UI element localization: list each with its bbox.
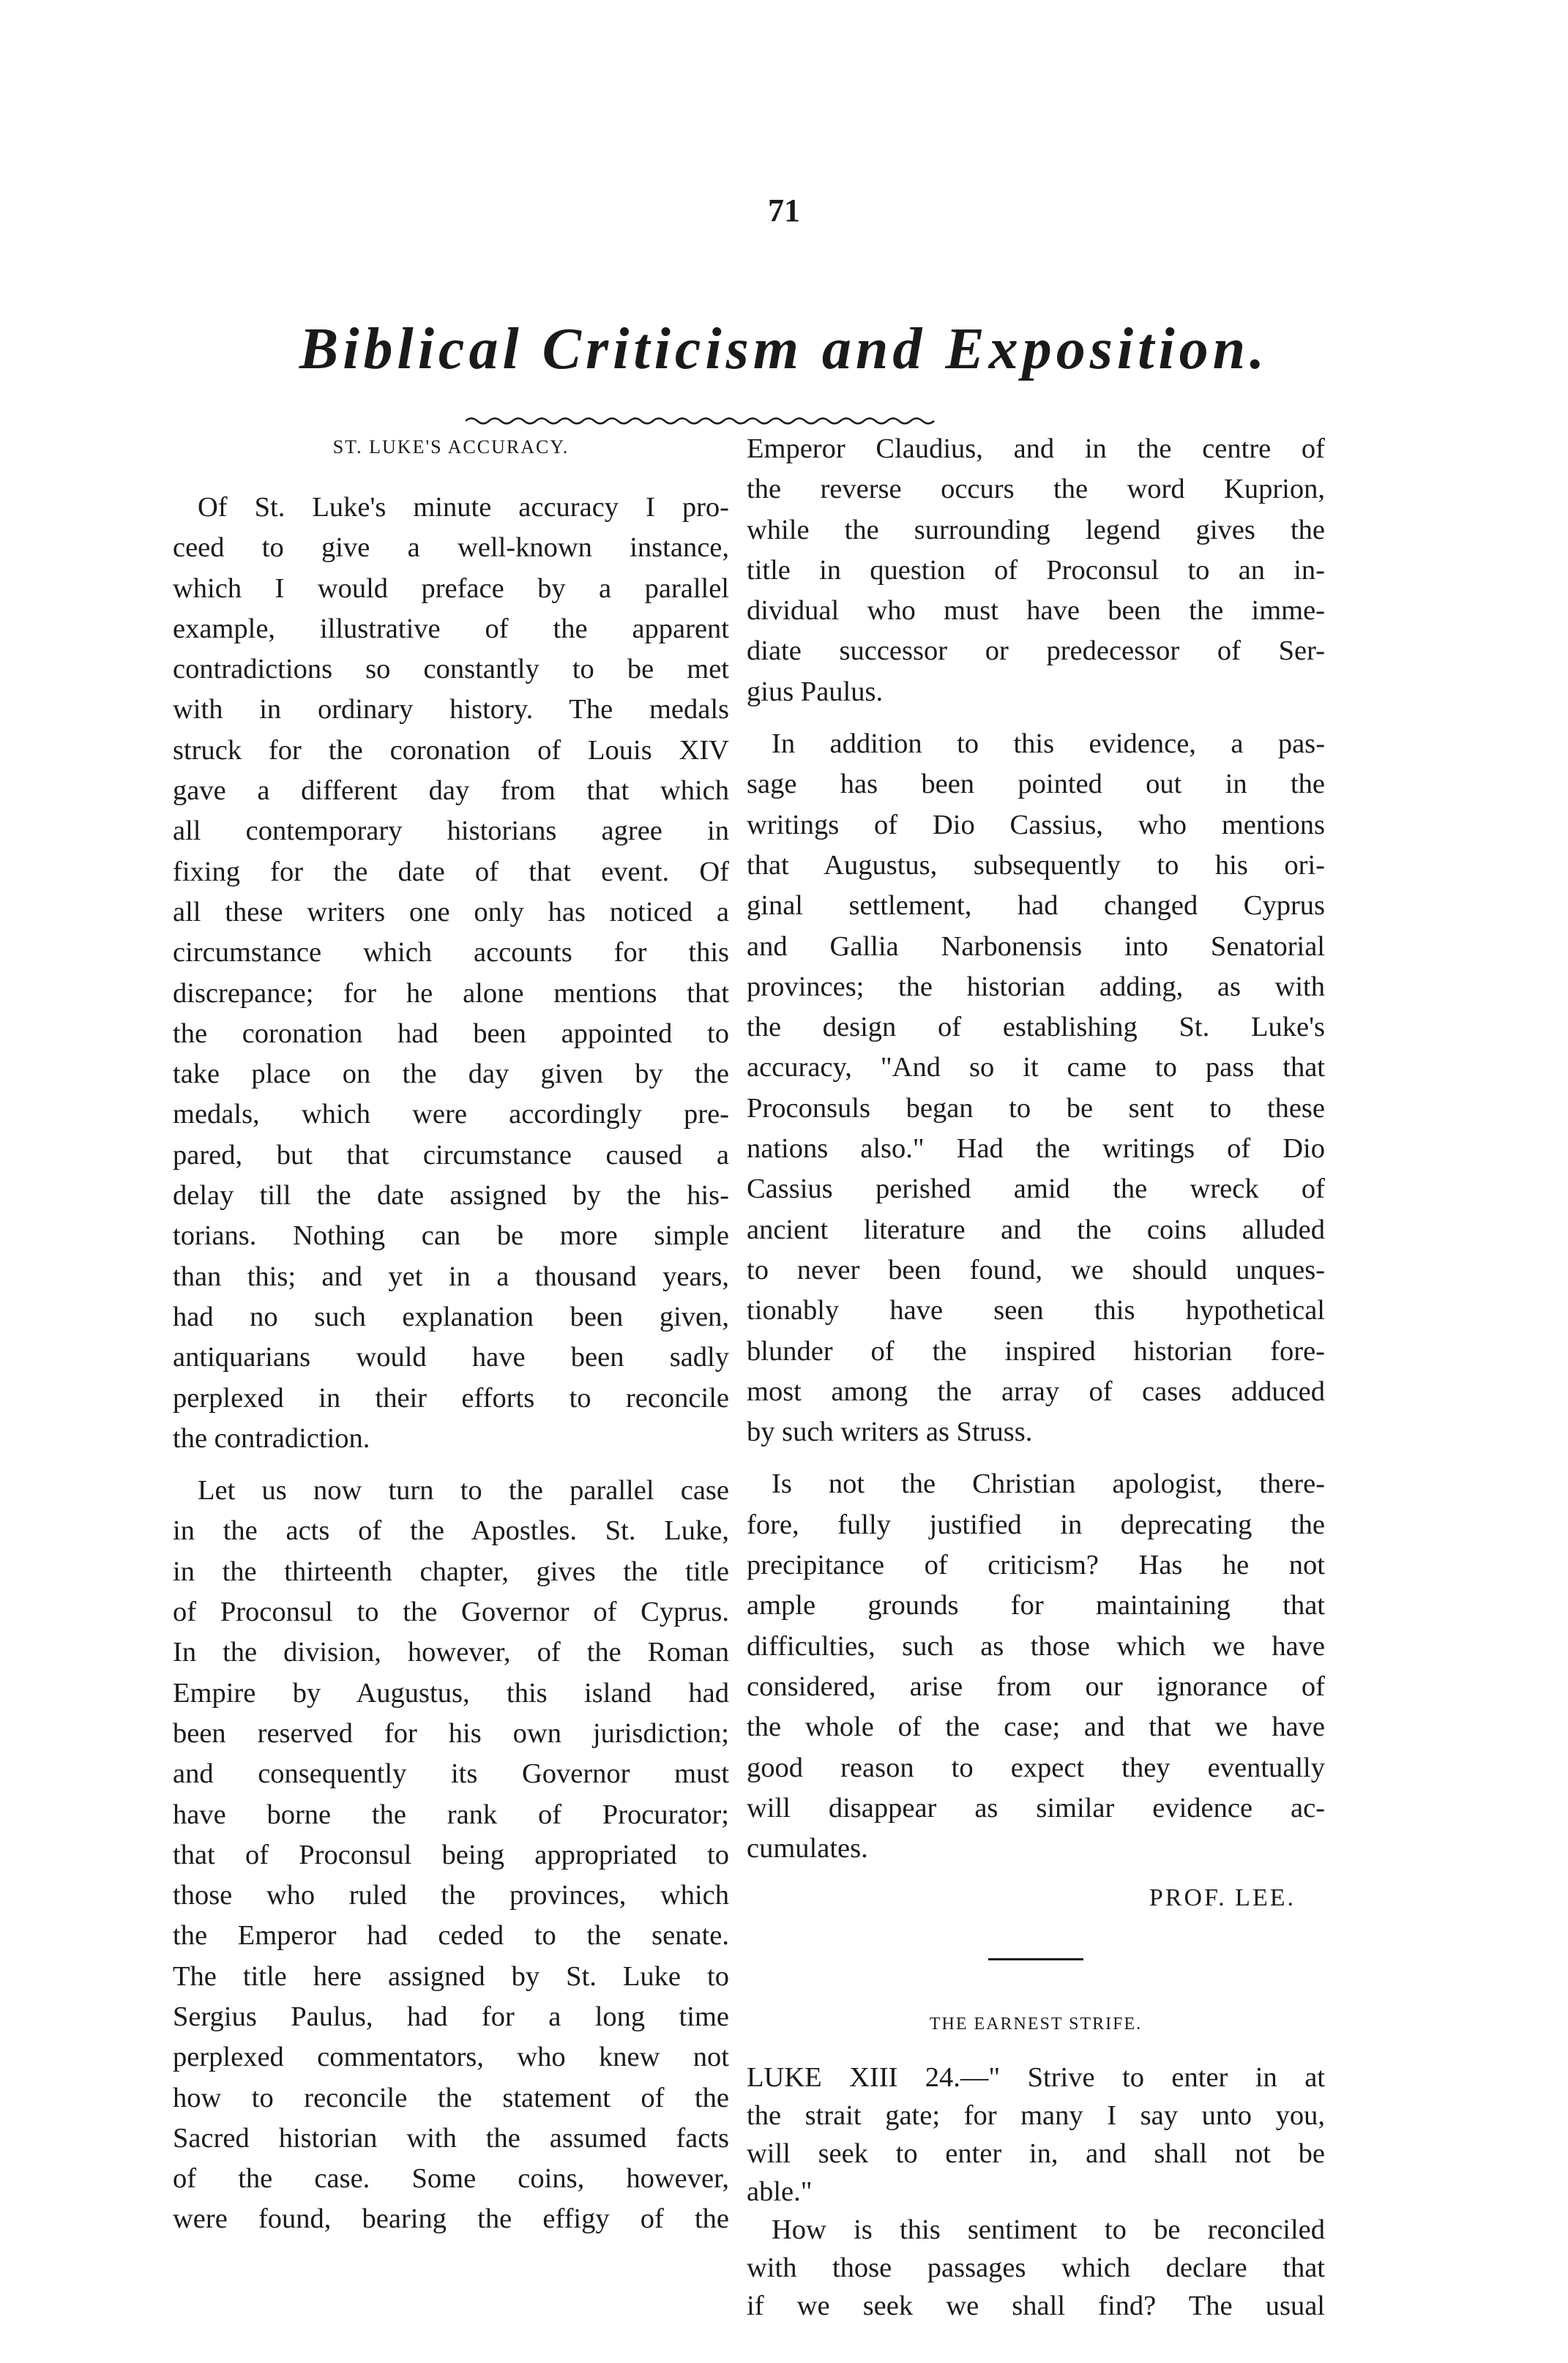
right-column	[747, 429, 1325, 2325]
text-line: ample grounds for maintaining that	[747, 1590, 1325, 1621]
text-line: diate successor or predecessor of Ser-	[747, 635, 1325, 667]
text-line: with in ordinary history. The medals	[173, 694, 729, 725]
right-column-text	[747, 429, 1325, 1869]
text-line: the reverse occurs the word Kuprion,	[747, 474, 1325, 505]
text-line: struck for the coronation of Louis XIV	[173, 734, 729, 766]
text-line: Cassius perished amid the wreck of	[747, 1173, 1325, 1205]
text-line: LUKE XIII 24.—" Strive to enter in at	[747, 2062, 1325, 2094]
text-line: and consequently its Governor must	[173, 1758, 729, 1790]
text-line: of the case. Some coins, however,	[173, 2163, 729, 2195]
text-line: precipitance of criticism? Has he not	[747, 1550, 1325, 1581]
text-line: discrepance; for he alone mentions that	[173, 977, 729, 1009]
text-line: and Gallia Narbonensis into Senatorial	[747, 930, 1325, 962]
left-column	[173, 429, 729, 2240]
text-line: Of St. Luke's minute accuracy I pro-	[198, 492, 729, 523]
text-line: if we seek we shall find? The usual	[747, 2291, 1325, 2322]
text-line: will disappear as similar evidence ac-	[747, 1792, 1325, 1823]
text-line: while the surrounding legend gives the	[747, 514, 1325, 545]
text-line: ceed to give a well-known instance,	[173, 532, 729, 564]
text-line: perplexed in their efforts to reconcile	[173, 1382, 729, 1414]
text-line: the contradiction.	[173, 1422, 370, 1454]
text-line: dividual who must have been the imme-	[747, 595, 1325, 627]
text-line: fore, fully justified in deprecating the	[747, 1509, 1325, 1540]
text-line: In the division, however, of the Roman	[173, 1637, 729, 1668]
text-line: all contemporary historians agree in	[173, 815, 729, 847]
text-line: had no such explanation been given,	[173, 1301, 729, 1332]
text-line: the coronation had been appointed to	[173, 1018, 729, 1049]
text-line: with those passages which declare that	[747, 2252, 1325, 2284]
text-line: blunder of the inspired historian fore-	[747, 1335, 1325, 1367]
text-line: difficulties, such as those which we have	[747, 1630, 1325, 1662]
text-line: tionably have seen this hypothetical	[747, 1295, 1325, 1326]
text-line: take place on the day given by the	[173, 1059, 729, 1090]
text-line: the whole of the case; and that we have	[747, 1711, 1325, 1743]
text-line: writings of Dio Cassius, who mentions	[747, 809, 1325, 840]
text-line: In addition to this evidence, a pas-	[772, 728, 1325, 760]
text-line: that Augustus, subsequently to his ori-	[747, 849, 1325, 881]
text-line: how to reconcile the statement of the	[173, 2082, 729, 2113]
text-line: Sacred historian with the assumed facts	[173, 2122, 729, 2154]
text-line: that of Proconsul being appropriated to	[173, 1839, 729, 1870]
text-line: accuracy, "And so it came to pass that	[747, 1052, 1325, 1083]
text-line: contradictions so constantly to be met	[173, 654, 729, 685]
text-line: those who ruled the provinces, which	[173, 1880, 729, 1911]
text-line: example, illustrative of the apparent	[173, 613, 729, 644]
text-line: in the acts of the Apostles. St. Luke,	[173, 1515, 729, 1547]
text-line: cumulates.	[747, 1833, 868, 1864]
text-line: ancient literature and the coins alluded	[747, 1214, 1325, 1245]
text-line: to never been found, we should unques-	[747, 1254, 1325, 1285]
text-line: of Proconsul to the Governor of Cyprus.	[173, 1597, 729, 1628]
text-line: been reserved for his own jurisdiction;	[173, 1717, 729, 1749]
text-line: antiquarians would have been sadly	[173, 1342, 729, 1373]
text-line: considered, arise from our ignorance of	[747, 1670, 1325, 1702]
text-line: will seek to enter in, and shall not be	[747, 2138, 1325, 2170]
text-line: circumstance which accounts for this	[173, 937, 729, 968]
author-signature: PROF. LEE.	[1149, 1884, 1296, 1912]
text-line: provinces; the historian adding, as with	[747, 971, 1325, 1002]
text-line: nations also." Had the writings of Dio	[747, 1133, 1325, 1165]
text-line: Empire by Augustus, this island had	[173, 1677, 729, 1709]
text-line: the strait gate; for many I say unto you,	[747, 2100, 1325, 2132]
text-line: gius Paulus.	[747, 676, 884, 707]
text-line: Proconsuls began to be sent to these	[747, 1092, 1325, 1124]
text-line: the Emperor had ceded to the senate.	[173, 1920, 729, 1952]
text-line: Let us now turn to the parallel case	[198, 1475, 729, 1507]
text-line: in the thirteenth chapter, gives the title	[173, 1556, 729, 1587]
section-heading: Biblical Criticism and Exposition.	[299, 317, 1269, 381]
section-divider	[988, 1958, 1083, 1960]
text-line: have borne the rank of Procurator;	[173, 1799, 729, 1830]
text-line: the design of establishing St. Luke's	[747, 1012, 1325, 1043]
text-line: perplexed commentators, who knew not	[173, 2042, 729, 2073]
text-line: most among the array of cases adduced	[747, 1375, 1325, 1407]
wavy-divider-ornament	[466, 416, 941, 426]
article-title: ST. LUKE'S ACCURACY.	[332, 436, 570, 458]
text-line: Is not the Christian apologist, there-	[772, 1468, 1325, 1500]
text-line: title in question of Proconsul to an in-	[747, 554, 1325, 586]
article2-text	[747, 2058, 1325, 2325]
text-line: good reason to expect they eventually	[747, 1752, 1325, 1783]
text-line: delay till the date assigned by the his-	[173, 1180, 729, 1212]
text-line: which I would preface by a parallel	[173, 572, 729, 604]
text-line: pared, but that circumstance caused a	[173, 1139, 729, 1171]
text-line: all these writers one only has noticed a	[173, 896, 729, 927]
text-line: than this; and yet in a thousand years,	[173, 1261, 729, 1292]
text-line: able."	[747, 2176, 813, 2208]
text-line: medals, which were accordingly pre-	[173, 1099, 729, 1130]
text-line: fixing for the date of that event. Of	[173, 856, 729, 887]
article-title-2: THE EARNEST STRIFE.	[929, 2015, 1143, 2034]
text-line: Emperor Claudius, and in the centre of	[747, 433, 1325, 464]
text-line: by such writers as Struss.	[747, 1416, 1033, 1448]
text-line: The title here assigned by St. Luke to	[173, 1960, 729, 1992]
text-line: How is this sentiment to be reconciled	[772, 2214, 1325, 2246]
text-line: ginal settlement, had changed Cyprus	[747, 890, 1325, 922]
page-number: 71	[768, 193, 800, 228]
text-line: torians. Nothing can be more simple	[173, 1220, 729, 1252]
text-line: Sergius Paulus, had for a long time	[173, 2001, 729, 2032]
left-column-text	[173, 488, 729, 2240]
text-line: were found, bearing the effigy of the	[173, 2203, 729, 2235]
text-line: gave a different day from that which	[173, 775, 729, 807]
text-line: sage has been pointed out in the	[747, 769, 1325, 800]
